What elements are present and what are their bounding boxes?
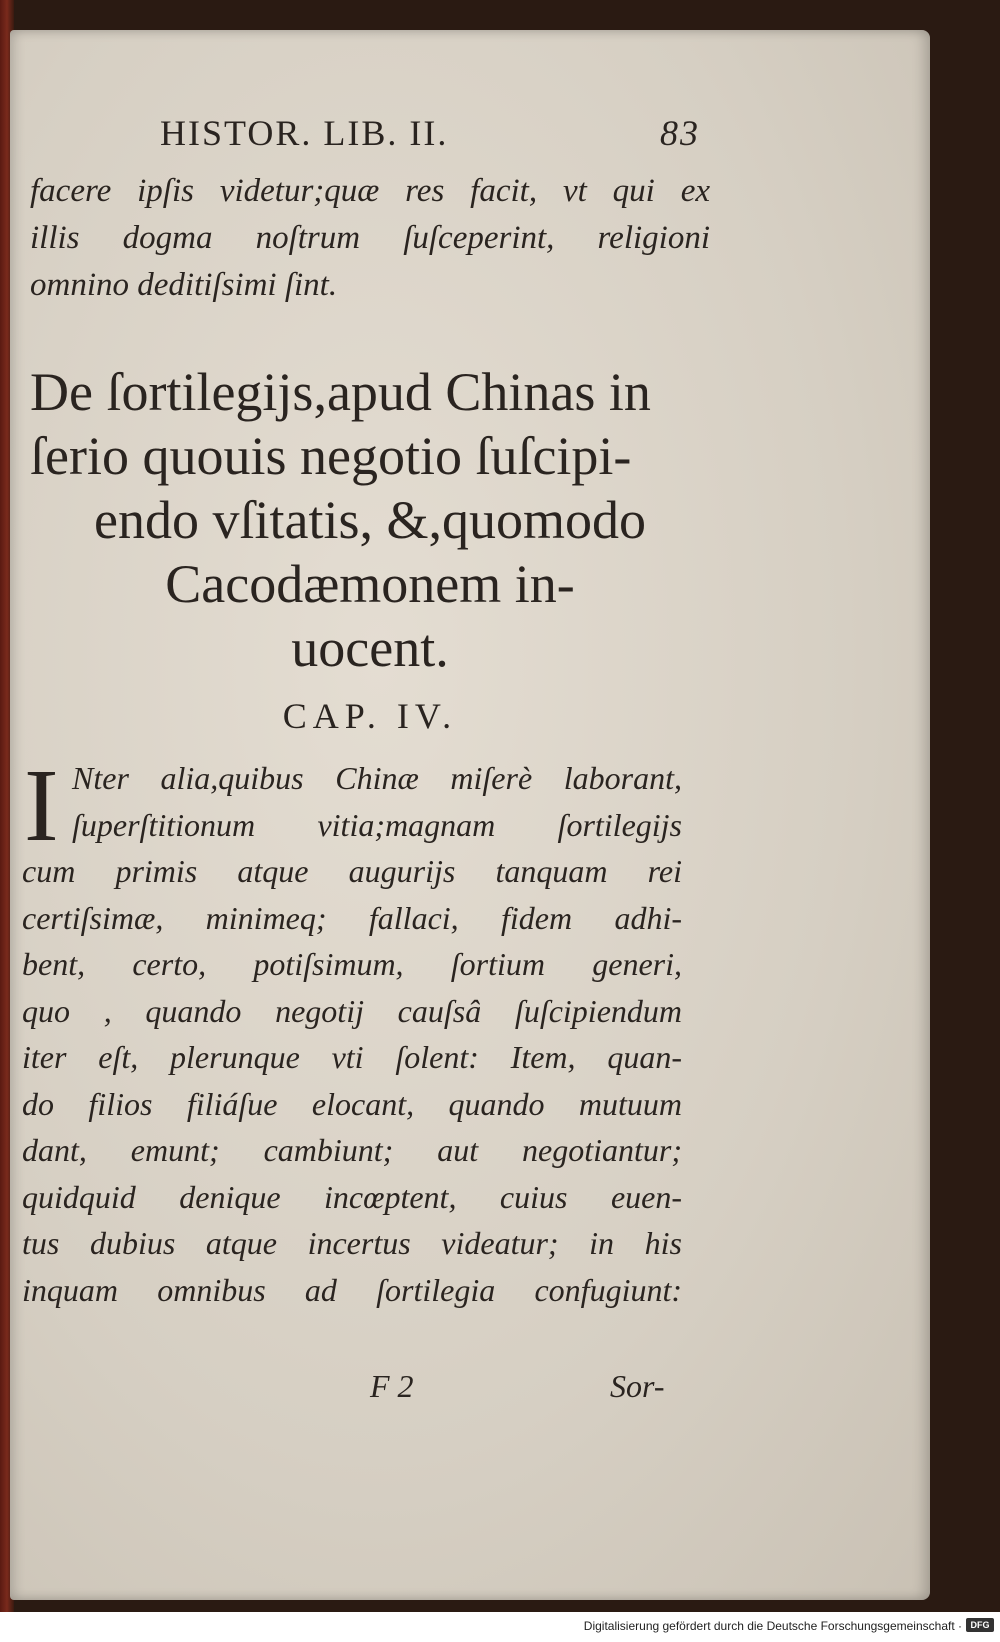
text-line: omnino deditiſsimi ſint. [30,267,338,303]
text-line: cum primis atque augurijs tanquam rei [22,853,682,889]
text-line: quo , quando negotij cauſsâ ſuſcipiendum [22,992,682,1029]
text-line: bent, certo, potiſsimum, ſortium generi, [22,946,682,982]
funding-credit: Digitalisierung gefördert durch die Deutsche Forschungsgemeinschaft · [583,1619,962,1633]
body-paragraph [22,748,682,1313]
page-number: 83 [660,113,700,153]
text-line: illis dogma noſtrum ſuſceperint, religioni [30,220,710,256]
chapter-number: CAP. IV. [282,696,458,736]
carry-over-paragraph [30,168,710,309]
text-line: facere ipſis videtur;quæ res facit, vt qui ex [30,173,710,209]
footer-bar [0,1612,1000,1642]
text-line: iter eſt, plerunque vti ſolent: Item, quan- [22,1039,682,1075]
heading-line: Cacodæmonem in- [165,554,575,614]
text-line: tus dubius atque incertus videatur; in his [22,1225,682,1261]
text-line: dant, emunt; cambiunt; aut negotiantur; [22,1132,682,1168]
heading-line: ſerio quouis negotio ſuſcipi- [30,426,632,486]
text-line: Nter alia,quibus Chinæ miſerè laborant, [72,760,682,796]
heading-line: endo vſitatis, &,quomodo [94,490,646,550]
drop-cap: I [24,748,59,863]
heading-line: De ſortilegijs,apud Chinas in [30,362,651,422]
text-line: do filios filiáſue elocant, quando mutuum [22,1085,682,1122]
running-head [160,112,700,162]
text-line: inquam omnibus ad ſortilegia confugiunt: [22,1271,682,1308]
catchword: Sor- [610,1368,665,1404]
running-head-title: HISTOR. LIB. II. [160,113,449,153]
text-line: quidquid denique incœptent, cuius euen- [22,1178,682,1215]
text-line: ſuperſtitionum vitia;magnam ſortilegijs [72,806,682,843]
dfg-logo-icon: DFG [966,1618,994,1632]
signature-mark: F 2 [370,1368,414,1404]
text-line: certiſsimæ, minimeq; fallaci, fidem adhi- [22,899,682,936]
chapter-heading [30,360,710,680]
heading-line: uocent. [291,618,449,678]
